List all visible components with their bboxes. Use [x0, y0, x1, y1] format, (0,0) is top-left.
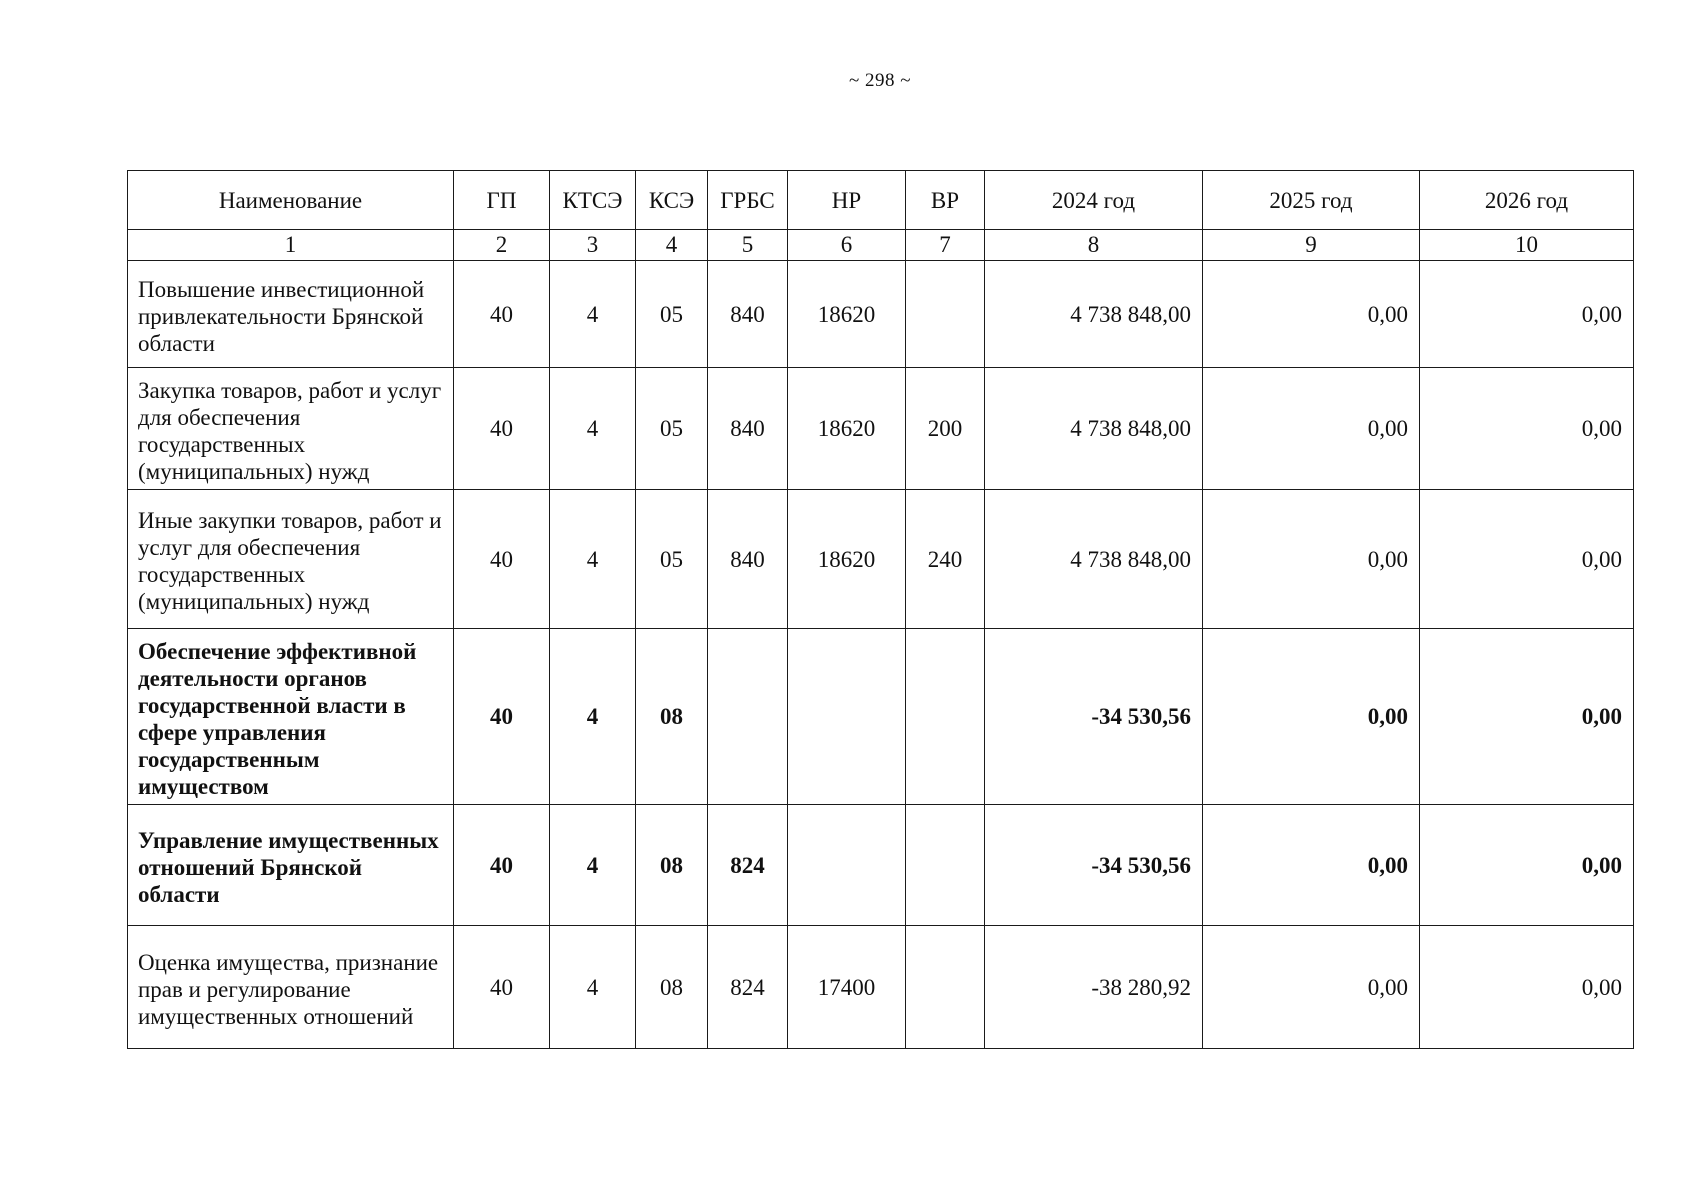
row-gp: 40: [454, 926, 550, 1049]
header-nr: НР: [788, 171, 906, 230]
row-vr: 200: [906, 368, 985, 490]
row-name: Управление имущественных отношений Брянской области: [128, 805, 454, 926]
row-grbs: 840: [708, 368, 788, 490]
header-2025: 2025 год: [1203, 171, 1420, 230]
row-name: Иные закупки товаров, работ и услуг для обеспечения государственных (муниципальных) нужд: [128, 490, 454, 629]
row-name: Обеспечение эффективной деятельности органов государственной власти в сфере управления государственным имуществом: [128, 629, 454, 805]
row-gp: 40: [454, 368, 550, 490]
row-2026: 0,00: [1420, 805, 1634, 926]
column-number: 1: [128, 230, 454, 261]
table-row: [128, 629, 1634, 805]
row-grbs: 840: [708, 261, 788, 368]
column-number: 3: [550, 230, 636, 261]
row-name: Повышение инвестиционной привлекательности Брянской области: [128, 261, 454, 368]
row-2024: -34 530,56: [985, 805, 1203, 926]
row-2026: 0,00: [1420, 261, 1634, 368]
header-2026: 2026 год: [1420, 171, 1634, 230]
row-2025: 0,00: [1203, 805, 1420, 926]
row-grbs: [708, 629, 788, 805]
row-grbs: 824: [708, 926, 788, 1049]
row-kse: 08: [636, 629, 708, 805]
row-2024: 4 738 848,00: [985, 490, 1203, 629]
row-2026: 0,00: [1420, 629, 1634, 805]
row-vr: [906, 926, 985, 1049]
row-nr: 17400: [788, 926, 906, 1049]
header-kse: КСЭ: [636, 171, 708, 230]
row-nr: 18620: [788, 368, 906, 490]
row-2025: 0,00: [1203, 926, 1420, 1049]
row-2026: 0,00: [1420, 490, 1634, 629]
row-nr: [788, 629, 906, 805]
row-gp: 40: [454, 805, 550, 926]
header-gp: ГП: [454, 171, 550, 230]
row-2024: 4 738 848,00: [985, 261, 1203, 368]
row-gp: 40: [454, 261, 550, 368]
row-ktse: 4: [550, 368, 636, 490]
row-vr: [906, 629, 985, 805]
row-vr: [906, 805, 985, 926]
row-2024: -38 280,92: [985, 926, 1203, 1049]
header-grbs: ГРБС: [708, 171, 788, 230]
row-ktse: 4: [550, 490, 636, 629]
column-number: 2: [454, 230, 550, 261]
row-2026: 0,00: [1420, 926, 1634, 1049]
column-number: 5: [708, 230, 788, 261]
table-row: [128, 368, 1634, 490]
column-number: 6: [788, 230, 906, 261]
row-ktse: 4: [550, 629, 636, 805]
row-name: Оценка имущества, признание прав и регулирование имущественных отношений: [128, 926, 454, 1049]
table-row: [128, 926, 1634, 1049]
row-nr: 18620: [788, 261, 906, 368]
header-vr: ВР: [906, 171, 985, 230]
page-number: ~ 298 ~: [848, 70, 912, 91]
header-ktse: КТСЭ: [550, 171, 636, 230]
column-number-row: [128, 230, 1634, 261]
row-vr: 240: [906, 490, 985, 629]
row-gp: 40: [454, 629, 550, 805]
row-2025: 0,00: [1203, 629, 1420, 805]
row-2025: 0,00: [1203, 368, 1420, 490]
column-number: 4: [636, 230, 708, 261]
table-row: [128, 490, 1634, 629]
row-name: Закупка товаров, работ и услуг для обеспечения государственных (муниципальных) нужд: [128, 368, 454, 490]
header-name: Наименование: [128, 171, 454, 230]
header-2024: 2024 год: [985, 171, 1203, 230]
row-kse: 08: [636, 926, 708, 1049]
column-number: 9: [1203, 230, 1420, 261]
row-nr: 18620: [788, 490, 906, 629]
table-row: [128, 805, 1634, 926]
row-nr: [788, 805, 906, 926]
row-ktse: 4: [550, 805, 636, 926]
row-2024: 4 738 848,00: [985, 368, 1203, 490]
row-grbs: 824: [708, 805, 788, 926]
row-gp: 40: [454, 490, 550, 629]
table-row: [128, 261, 1634, 368]
row-2025: 0,00: [1203, 261, 1420, 368]
column-number: 8: [985, 230, 1203, 261]
row-kse: 08: [636, 805, 708, 926]
row-ktse: 4: [550, 261, 636, 368]
row-ktse: 4: [550, 926, 636, 1049]
row-kse: 05: [636, 261, 708, 368]
row-vr: [906, 261, 985, 368]
column-number: 7: [906, 230, 985, 261]
budget-table: [127, 170, 1634, 1049]
row-2024: -34 530,56: [985, 629, 1203, 805]
row-kse: 05: [636, 368, 708, 490]
row-2026: 0,00: [1420, 368, 1634, 490]
table-header-row: [128, 171, 1634, 230]
column-number: 10: [1420, 230, 1634, 261]
row-kse: 05: [636, 490, 708, 629]
row-2025: 0,00: [1203, 490, 1420, 629]
row-grbs: 840: [708, 490, 788, 629]
